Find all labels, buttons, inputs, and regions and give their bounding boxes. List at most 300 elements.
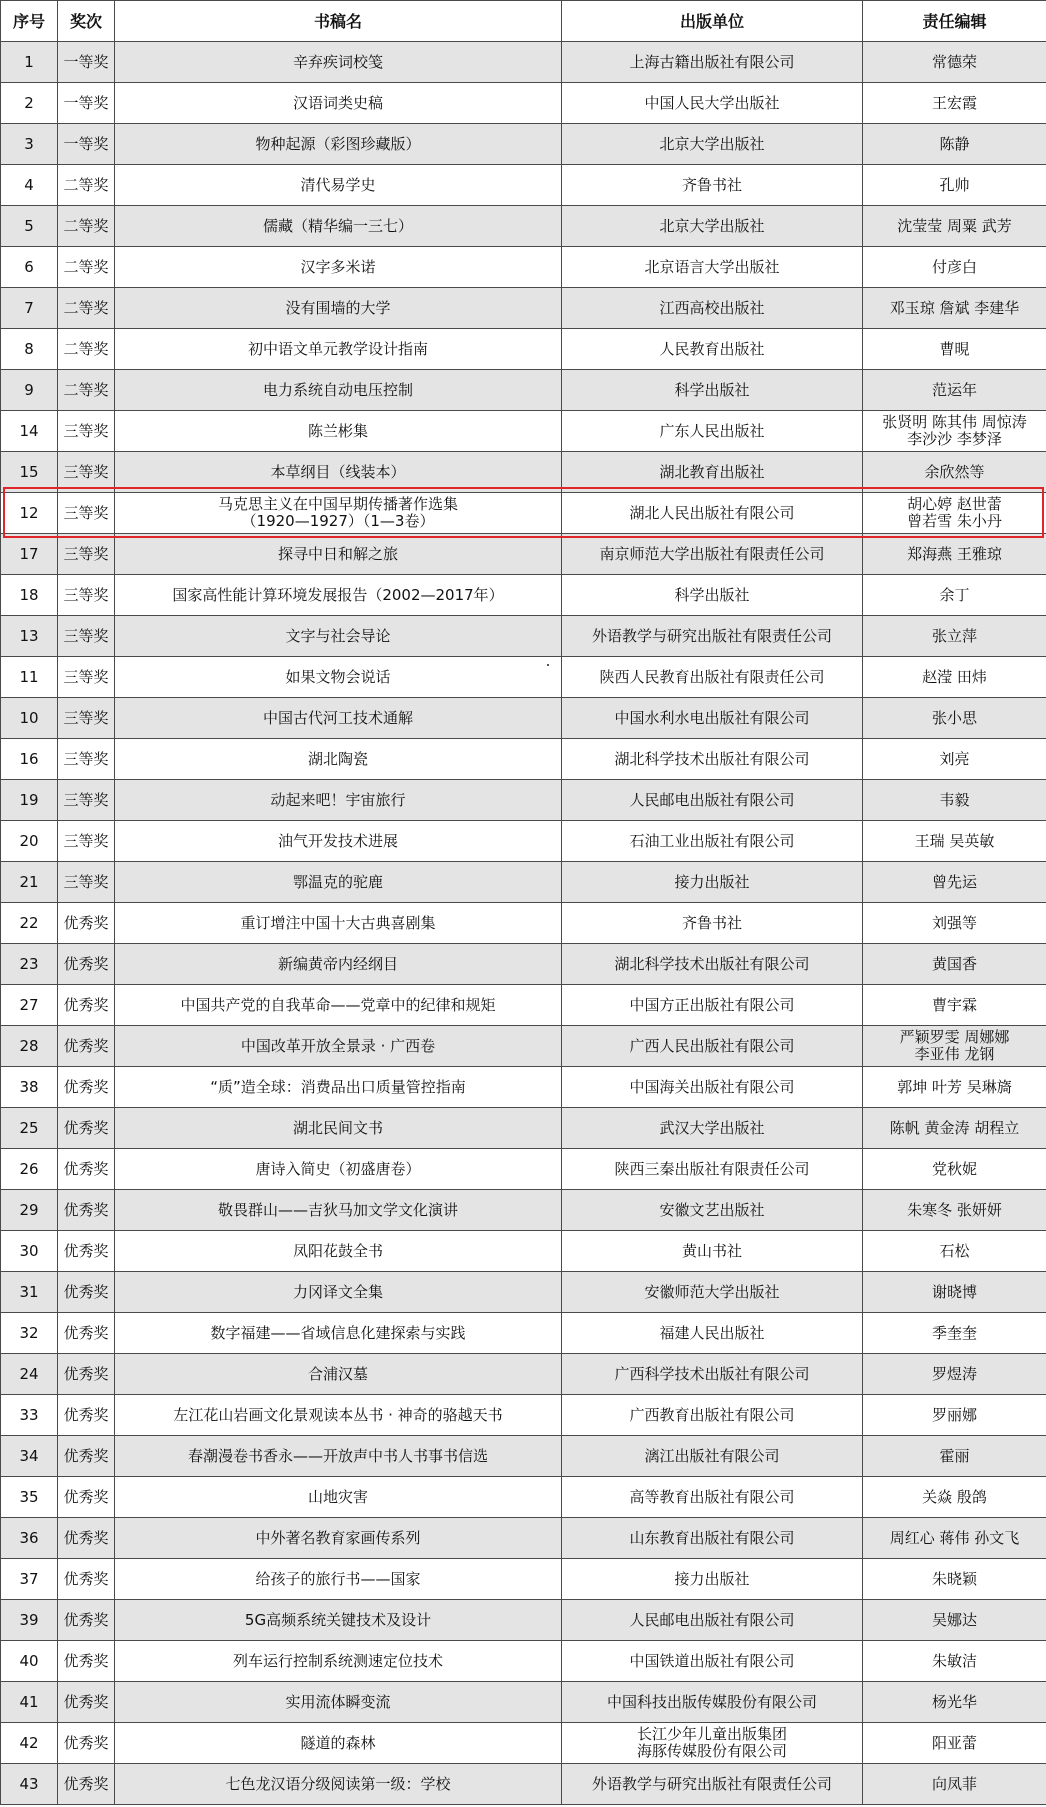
cell-title [115, 821, 562, 862]
header-editor: 责任编辑 [863, 1, 1046, 42]
cell-editor-text: 阳亚蕾 [931, 1733, 977, 1752]
cell-title [115, 165, 562, 206]
cell-title [115, 1354, 562, 1395]
table-row [1, 452, 1046, 493]
cell-title-text: 初中语文单元教学设计指南 [247, 339, 428, 358]
cell-editor-text: 季奎奎 [931, 1323, 977, 1342]
cell-title [115, 370, 562, 411]
cell-award-text: 优秀奖 [63, 1241, 109, 1260]
cell-award-text: 优秀奖 [63, 913, 109, 932]
cell-editor [863, 329, 1046, 370]
table-row [1, 1067, 1046, 1108]
table-row [1, 1026, 1046, 1067]
cell-award [58, 411, 115, 452]
cell-publisher-text: 中国水利水电出版社有限公司 [614, 708, 810, 727]
cell-no [1, 1641, 58, 1682]
cell-editor [863, 780, 1046, 821]
cell-no-text: 10 [19, 708, 39, 727]
cell-no [1, 657, 58, 698]
cell-award-text: 优秀奖 [63, 1651, 109, 1670]
cell-editor [863, 452, 1046, 493]
cell-publisher-text: 广东人民出版社 [659, 421, 765, 440]
cell-award-text: 优秀奖 [63, 1733, 109, 1752]
cell-award-text: 优秀奖 [63, 1159, 109, 1178]
cell-no-text: 21 [19, 872, 39, 891]
cell-publisher-text: 湖北人民出版社有限公司 [629, 503, 795, 522]
cell-editor-text: 罗丽娜 [931, 1405, 977, 1424]
cell-award [58, 985, 115, 1026]
table-row [1, 493, 1046, 534]
cell-no-text: 37 [19, 1569, 39, 1588]
stray-dot [547, 664, 549, 666]
cell-no-text: 22 [19, 913, 39, 932]
cell-title [115, 534, 562, 575]
cell-publisher-text: 山东教育出版社有限公司 [629, 1528, 795, 1547]
cell-no-text: 17 [19, 544, 39, 563]
cell-publisher [562, 903, 863, 944]
cell-editor [863, 370, 1046, 411]
cell-no [1, 1682, 58, 1723]
table-row [1, 780, 1046, 821]
cell-award-text: 优秀奖 [63, 1118, 109, 1137]
header-no: 序号 [1, 1, 58, 42]
cell-award-text: 三等奖 [63, 872, 109, 891]
cell-no-text: 33 [19, 1405, 39, 1424]
cell-title [115, 288, 562, 329]
cell-no [1, 83, 58, 124]
cell-no-text: 6 [24, 257, 34, 276]
cell-award-text: 优秀奖 [63, 1446, 109, 1465]
cell-award [58, 1518, 115, 1559]
cell-no [1, 1231, 58, 1272]
cell-award [58, 534, 115, 575]
cell-no-text: 26 [19, 1159, 39, 1178]
cell-editor [863, 288, 1046, 329]
cell-editor-text: 范运年 [931, 380, 977, 399]
cell-title [115, 1067, 562, 1108]
cell-award-text: 三等奖 [63, 831, 109, 850]
table-row [1, 1190, 1046, 1231]
cell-title [115, 411, 562, 452]
cell-title-text: 凤阳花鼓全书 [292, 1241, 383, 1260]
cell-editor [863, 247, 1046, 288]
cell-award-text: 优秀奖 [63, 1774, 109, 1793]
cell-editor [863, 1764, 1046, 1805]
cell-title [115, 493, 562, 534]
table-row [1, 1436, 1046, 1477]
table-row [1, 288, 1046, 329]
cell-editor [863, 1559, 1046, 1600]
cell-title [115, 1231, 562, 1272]
cell-award-text: 优秀奖 [63, 1077, 109, 1096]
cell-editor-text: 杨光华 [931, 1692, 977, 1711]
cell-editor-text: 陈静 [939, 134, 970, 153]
cell-no-text: 38 [19, 1077, 39, 1096]
cell-editor [863, 739, 1046, 780]
cell-no-text: 25 [19, 1118, 39, 1137]
cell-award [58, 1477, 115, 1518]
cell-title-text: 敬畏群山——吉狄马加文学文化演讲 [217, 1200, 458, 1219]
cell-publisher-text: 齐鲁书社 [681, 913, 742, 932]
table-row [1, 657, 1046, 698]
cell-title-text: 中国共产党的自我革命——党章中的纪律和规矩 [180, 995, 496, 1014]
cell-no [1, 1313, 58, 1354]
cell-editor-text: 关焱 殷鸽 [922, 1487, 987, 1506]
cell-publisher-text: 广西教育出版社有限公司 [629, 1405, 795, 1424]
cell-no-text: 41 [19, 1692, 39, 1711]
cell-no [1, 903, 58, 944]
cell-publisher-text: 福建人民出版社 [659, 1323, 765, 1342]
cell-award-text: 优秀奖 [63, 995, 109, 1014]
cell-award [58, 452, 115, 493]
cell-publisher-text: 接力出版社 [674, 1569, 750, 1588]
cell-title-text: 左江花山岩画文化景观读本丛书 · 神奇的骆越天书 [173, 1405, 503, 1424]
cell-publisher-text: 广西人民出版社有限公司 [629, 1036, 795, 1055]
cell-no [1, 1477, 58, 1518]
cell-no [1, 288, 58, 329]
cell-no-text: 28 [19, 1036, 39, 1055]
table-row [1, 1231, 1046, 1272]
cell-publisher [562, 1436, 863, 1477]
cell-title-text: 文字与社会导论 [285, 626, 391, 645]
cell-title [115, 206, 562, 247]
cell-publisher-text: 陕西三秦出版社有限责任公司 [614, 1159, 810, 1178]
cell-no [1, 1436, 58, 1477]
cell-title-text: 陈兰彬集 [307, 421, 368, 440]
table-row [1, 165, 1046, 206]
cell-title-text: 鄂温克的驼鹿 [292, 872, 383, 891]
header-title: 书稿名 [115, 1, 562, 42]
cell-publisher [562, 780, 863, 821]
table-row [1, 821, 1046, 862]
cell-no [1, 247, 58, 288]
cell-no [1, 616, 58, 657]
cell-no [1, 1518, 58, 1559]
cell-no [1, 1764, 58, 1805]
cell-editor [863, 124, 1046, 165]
table-row [1, 1395, 1046, 1436]
table-body [1, 42, 1046, 1805]
cell-award-text: 优秀奖 [63, 954, 109, 973]
cell-no [1, 944, 58, 985]
cell-no [1, 493, 58, 534]
cell-no-text: 9 [24, 380, 34, 399]
cell-publisher-text: 北京语言大学出版社 [644, 257, 780, 276]
cell-editor-text: 霍丽 [939, 1446, 970, 1465]
cell-award [58, 1436, 115, 1477]
cell-award [58, 1108, 115, 1149]
cell-title [115, 657, 562, 698]
cell-award [58, 657, 115, 698]
cell-title [115, 1518, 562, 1559]
cell-award-text: 优秀奖 [63, 1405, 109, 1424]
cell-award-text: 优秀奖 [63, 1200, 109, 1219]
cell-editor [863, 493, 1046, 534]
cell-no [1, 370, 58, 411]
cell-editor-text: 刘强等 [931, 913, 977, 932]
cell-publisher-text: 外语教学与研究出版社有限责任公司 [591, 626, 832, 645]
cell-title [115, 1108, 562, 1149]
cell-title [115, 1600, 562, 1641]
cell-publisher-text: 北京大学出版社 [659, 134, 765, 153]
cell-publisher-text: 中国人民大学出版社 [644, 93, 780, 112]
cell-award-text: 三等奖 [63, 421, 109, 440]
table-row [1, 1600, 1046, 1641]
cell-publisher [562, 1231, 863, 1272]
cell-award-text: 三等奖 [63, 503, 109, 522]
cell-award-text: 优秀奖 [63, 1364, 109, 1383]
cell-title-text: 隧道的森林 [300, 1733, 376, 1752]
cell-award [58, 698, 115, 739]
cell-award-text: 二等奖 [63, 380, 109, 399]
cell-title-text: 如果文物会说话 [285, 667, 391, 686]
cell-editor-text: 党秋妮 [931, 1159, 977, 1178]
cell-title [115, 124, 562, 165]
cell-publisher-text: 黄山书社 [681, 1241, 742, 1260]
cell-publisher [562, 1600, 863, 1641]
cell-title-text: 春潮漫卷书香永——开放声中书人书事书信选 [187, 1446, 488, 1465]
cell-title [115, 247, 562, 288]
cell-title-text: 马克思主义在中国早期传播著作选集 （1920—1927）（1—3卷） [217, 495, 458, 530]
cell-title-text: 动起来吧！宇宙旅行 [270, 790, 406, 809]
cell-editor-text: 邓玉琼 詹斌 李建华 [889, 298, 1020, 317]
cell-award [58, 124, 115, 165]
cell-title-text: 儒藏（精华编一三七） [262, 216, 413, 235]
cell-title [115, 1477, 562, 1518]
cell-publisher-text: 安徽师范大学出版社 [644, 1282, 780, 1301]
cell-publisher [562, 739, 863, 780]
cell-publisher-text: 广西科学技术出版社有限公司 [614, 1364, 810, 1383]
cell-editor [863, 698, 1046, 739]
cell-editor [863, 1600, 1046, 1641]
cell-award [58, 329, 115, 370]
cell-award [58, 1641, 115, 1682]
cell-publisher-text: 中国铁道出版社有限公司 [629, 1651, 795, 1670]
cell-publisher-text: 上海古籍出版社有限公司 [629, 52, 795, 71]
cell-editor [863, 985, 1046, 1026]
cell-no [1, 1395, 58, 1436]
cell-publisher [562, 1190, 863, 1231]
cell-award-text: 优秀奖 [63, 1036, 109, 1055]
cell-editor-text: 曹宇霖 [931, 995, 977, 1014]
cell-publisher [562, 452, 863, 493]
cell-publisher [562, 411, 863, 452]
table-row [1, 1354, 1046, 1395]
cell-title-text: 中外著名教育家画传系列 [255, 1528, 421, 1547]
cell-award [58, 1149, 115, 1190]
cell-award-text: 三等奖 [63, 790, 109, 809]
cell-award [58, 1067, 115, 1108]
cell-title [115, 944, 562, 985]
cell-title-text: 清代易学史 [300, 175, 376, 194]
cell-award [58, 1026, 115, 1067]
cell-publisher [562, 1313, 863, 1354]
cell-editor [863, 1149, 1046, 1190]
table-row [1, 247, 1046, 288]
cell-title-text: 七色龙汉语分级阅读第一级：学校 [225, 1774, 451, 1793]
table-row [1, 944, 1046, 985]
cell-publisher-text: 长江少年儿童出版集团 海豚传媒股份有限公司 [636, 1725, 787, 1760]
cell-title [115, 780, 562, 821]
cell-title [115, 1764, 562, 1805]
cell-editor-text: 胡心婷 赵世蕾 曾若雪 朱小丹 [907, 495, 1002, 530]
cell-no [1, 821, 58, 862]
cell-editor [863, 657, 1046, 698]
cell-editor [863, 1272, 1046, 1313]
cell-award [58, 42, 115, 83]
cell-no-text: 20 [19, 831, 39, 850]
cell-title-text: 探寻中日和解之旅 [277, 544, 398, 563]
cell-no-text: 23 [19, 954, 39, 973]
cell-award-text: 一等奖 [63, 134, 109, 153]
table-row [1, 616, 1046, 657]
table-row [1, 575, 1046, 616]
cell-award [58, 1723, 115, 1764]
cell-title-text: 湖北民间文书 [292, 1118, 383, 1137]
cell-award-text: 三等奖 [63, 667, 109, 686]
cell-publisher-text: 人民邮电出版社有限公司 [629, 1610, 795, 1629]
cell-award [58, 1600, 115, 1641]
cell-title-text: 力冈译文全集 [292, 1282, 383, 1301]
cell-award [58, 1764, 115, 1805]
cell-no [1, 1559, 58, 1600]
cell-award-text: 二等奖 [63, 216, 109, 235]
cell-award-text: 优秀奖 [63, 1528, 109, 1547]
cell-publisher-text: 中国方正出版社有限公司 [629, 995, 795, 1014]
cell-award-text: 优秀奖 [63, 1282, 109, 1301]
cell-title-text: 中国改革开放全景录 · 广西卷 [240, 1036, 436, 1055]
cell-title-text: 油气开发技术进展 [277, 831, 398, 850]
cell-award-text: 二等奖 [63, 339, 109, 358]
cell-award [58, 780, 115, 821]
cell-no [1, 575, 58, 616]
cell-title-text: 给孩子的旅行书——国家 [255, 1569, 421, 1588]
cell-no [1, 165, 58, 206]
cell-editor [863, 862, 1046, 903]
cell-title [115, 1190, 562, 1231]
cell-no [1, 124, 58, 165]
cell-publisher [562, 247, 863, 288]
cell-title [115, 575, 562, 616]
cell-editor-text: 韦毅 [939, 790, 970, 809]
cell-title-text: 本草纲目（线装本） [270, 462, 406, 481]
cell-award [58, 1313, 115, 1354]
cell-editor [863, 1436, 1046, 1477]
cell-award-text: 三等奖 [63, 626, 109, 645]
cell-award-text: 三等奖 [63, 585, 109, 604]
cell-title-text: 合浦汉墓 [307, 1364, 368, 1383]
cell-title-text: 实用流体瞬变流 [285, 1692, 391, 1711]
cell-no-text: 24 [19, 1364, 39, 1383]
cell-title-text: 中国古代河工技术通解 [262, 708, 413, 727]
cell-award [58, 1559, 115, 1600]
cell-editor-text: 石松 [939, 1241, 970, 1260]
cell-publisher [562, 698, 863, 739]
cell-editor-text: 张立萍 [931, 626, 977, 645]
cell-publisher [562, 1559, 863, 1600]
cell-title-text: 汉字多米诺 [300, 257, 376, 276]
cell-title-text: 山地灾害 [307, 1487, 368, 1506]
cell-editor [863, 1518, 1046, 1559]
cell-title-text: 重订增注中国十大古典喜剧集 [240, 913, 436, 932]
cell-title [115, 83, 562, 124]
cell-publisher-text: 湖北教育出版社 [659, 462, 765, 481]
cell-award [58, 1682, 115, 1723]
cell-no-text: 27 [19, 995, 39, 1014]
cell-award-text: 优秀奖 [63, 1569, 109, 1588]
cell-title-text: 电力系统自动电压控制 [262, 380, 413, 399]
table-row [1, 1149, 1046, 1190]
table-row [1, 42, 1046, 83]
cell-editor [863, 1026, 1046, 1067]
cell-title-text: 新编黄帝内经纲目 [277, 954, 398, 973]
table-row [1, 1313, 1046, 1354]
table-row [1, 698, 1046, 739]
cell-title [115, 42, 562, 83]
cell-publisher-text: 人民邮电出版社有限公司 [629, 790, 795, 809]
header-publisher: 出版单位 [562, 1, 863, 42]
cell-title [115, 452, 562, 493]
cell-publisher [562, 1641, 863, 1682]
cell-editor [863, 1682, 1046, 1723]
cell-title-text: 唐诗入简史（初盛唐卷） [255, 1159, 421, 1178]
cell-editor-text: 郭坤 叶芳 吴琳旖 [897, 1077, 1012, 1096]
cell-editor-text: 余欣然等 [924, 462, 985, 481]
cell-publisher-text: 南京师范大学出版社有限责任公司 [599, 544, 825, 563]
cell-editor-text: 谢晓博 [931, 1282, 977, 1301]
cell-title [115, 1313, 562, 1354]
cell-title-text: 辛弃疾词校笺 [292, 52, 383, 71]
cell-publisher [562, 944, 863, 985]
cell-award-text: 优秀奖 [63, 1610, 109, 1629]
cell-title [115, 616, 562, 657]
cell-title-text: 数字福建——省域信息化建探索与实践 [210, 1323, 466, 1342]
cell-title [115, 1272, 562, 1313]
cell-title [115, 1149, 562, 1190]
cell-editor [863, 1231, 1046, 1272]
cell-no-text: 19 [19, 790, 39, 809]
cell-editor-text: 黄国香 [931, 954, 977, 973]
cell-no-text: 31 [19, 1282, 39, 1301]
cell-publisher [562, 329, 863, 370]
cell-editor-text: 余丁 [939, 585, 970, 604]
cell-no-text: 30 [19, 1241, 39, 1260]
cell-award-text: 三等奖 [63, 544, 109, 563]
cell-no [1, 1600, 58, 1641]
cell-editor-text: 王瑞 吴英敏 [914, 831, 995, 850]
cell-publisher-text: 接力出版社 [674, 872, 750, 891]
cell-editor-text: 朱晓颖 [931, 1569, 977, 1588]
cell-editor [863, 575, 1046, 616]
cell-editor [863, 1641, 1046, 1682]
cell-award [58, 1395, 115, 1436]
cell-editor [863, 1395, 1046, 1436]
cell-publisher-text: 齐鲁书社 [681, 175, 742, 194]
cell-award [58, 821, 115, 862]
table-row [1, 1518, 1046, 1559]
header-row [1, 1, 1046, 42]
cell-award-text: 二等奖 [63, 257, 109, 276]
cell-editor [863, 1313, 1046, 1354]
cell-no [1, 1108, 58, 1149]
cell-title [115, 1559, 562, 1600]
cell-no-text: 32 [19, 1323, 39, 1342]
cell-no-text: 18 [19, 585, 39, 604]
cell-title [115, 698, 562, 739]
cell-publisher [562, 985, 863, 1026]
cell-editor [863, 534, 1046, 575]
cell-no-text: 43 [19, 1774, 39, 1793]
